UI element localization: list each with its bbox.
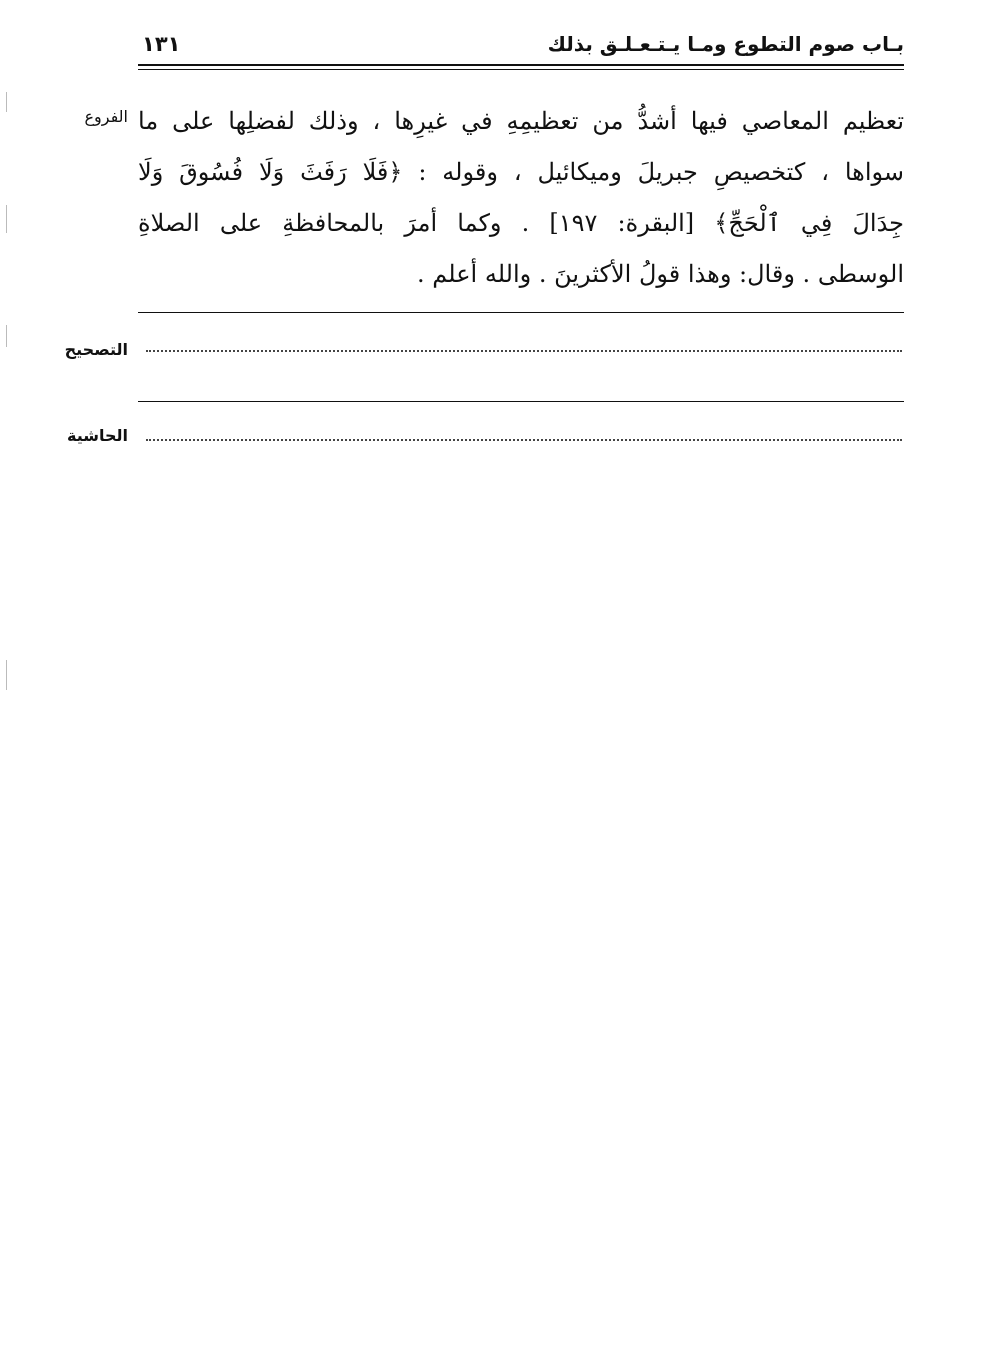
dotted-line-hashiya <box>146 439 902 441</box>
margin-label-tashih: التصحيح <box>64 340 128 359</box>
body-line: سواها ، كتخصيصِ جبريلَ وميكائيل ، وقوله : ﴿فَلَا رَفَثَ وَلَا فُسُوقَ وَلَا <box>138 158 904 186</box>
chapter-title: بـاب صوم التطوع ومـا يـتـعـلـق بذلك <box>547 32 904 56</box>
header-rule-thick <box>138 64 904 66</box>
scan-edge-mark <box>6 660 7 690</box>
scan-edge-mark <box>6 205 7 233</box>
section-divider-hashiya <box>138 401 904 402</box>
scan-edge-mark <box>6 92 7 112</box>
header-rule-thin <box>138 69 904 70</box>
margin-label-hashiya: الحاشية <box>67 426 128 445</box>
scan-edge-mark <box>6 325 7 347</box>
body-line: الوسطى . وقال: وهذا قولُ الأكثرينَ . والله أعلم . <box>417 260 904 288</box>
dotted-line-tashih <box>146 350 902 352</box>
margin-label-furu: الفروع <box>84 107 128 126</box>
body-line: تعظيم المعاصي فيها أشدُّ من تعظيمِهِ في غيرِها ، وذلك لفضلِها على ما <box>138 107 904 135</box>
body-paragraph <box>138 96 904 300</box>
section-divider-tashih <box>138 312 904 313</box>
running-header <box>138 30 904 64</box>
body-line: جِدَالَ فِي ٱلْحَجِّ﴾ [البقرة: ١٩٧] . وكما أمرَ بالمحافظةِ على الصلاةِ <box>138 209 905 237</box>
page-number: ١٣١ <box>142 32 181 56</box>
